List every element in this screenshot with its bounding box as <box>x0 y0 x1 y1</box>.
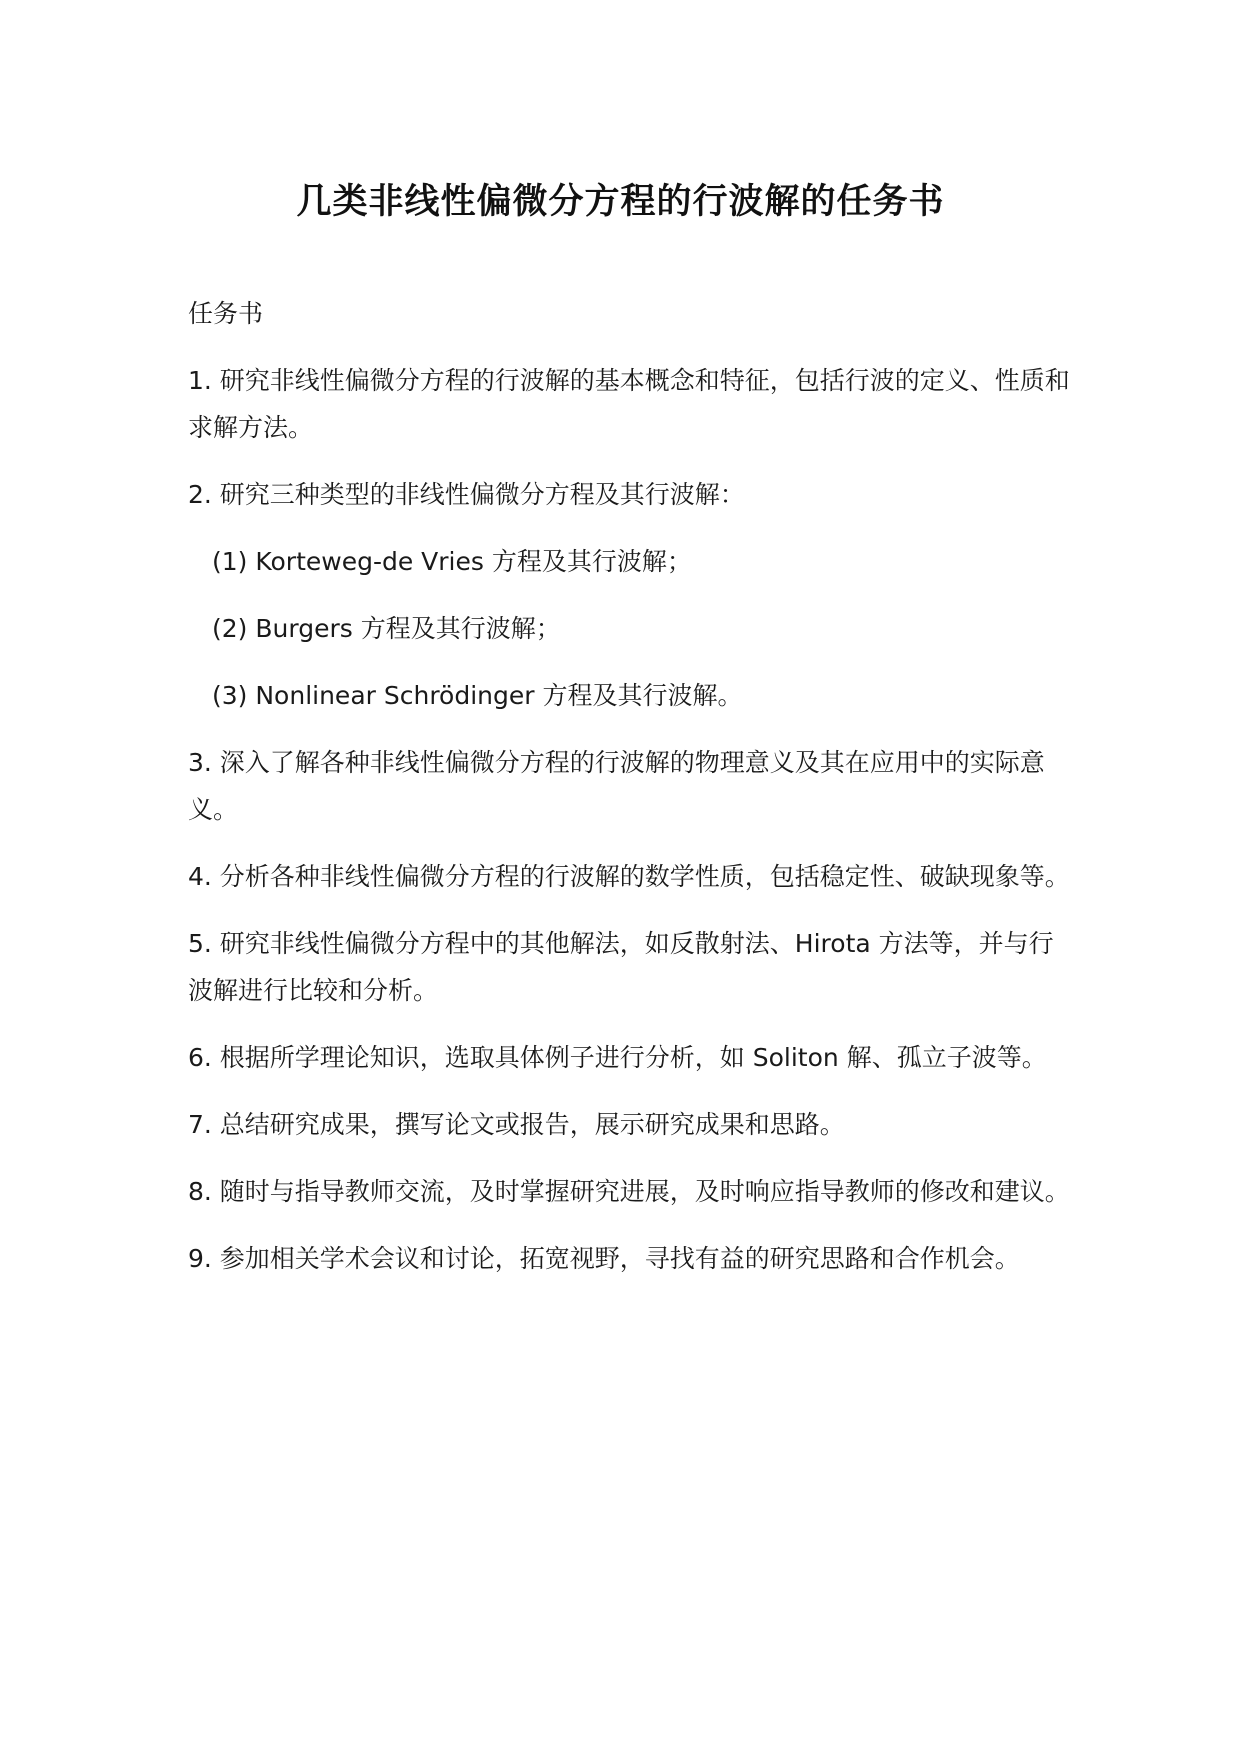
sub-item-2: (2) Burgers 方程及其行波解； <box>212 614 561 643</box>
task-item-9: 9. 参加相关学术会议和讨论，拓宽视野，寻找有益的研究思路和合作机会。 <box>188 1244 1020 1273</box>
task-item-3: 3. 深入了解各种非线性偏微分方程的行波解的物理意义及其在应用中的实际意义。 <box>188 748 1045 824</box>
task-item-6: 6. 根据所学理论知识，选取具体例子进行分析，如 Soliton 解、孤立子波等。 <box>188 1043 1047 1072</box>
sub-item-3: (3) Nonlinear Schrödinger 方程及其行波解。 <box>212 681 743 710</box>
section-label: 任务书 <box>188 299 264 328</box>
sub-item-1: (1) Korteweg-de Vries 方程及其行波解； <box>212 547 692 576</box>
document-title: 几类非线性偏微分方程的行波解的任务书 <box>296 182 945 222</box>
task-item-4: 4. 分析各种非线性偏微分方程的行波解的数学性质，包括稳定性、破缺现象等。 <box>188 862 1070 891</box>
task-item-7: 7. 总结研究成果，撰写论文或报告，展示研究成果和思路。 <box>188 1110 845 1139</box>
document-body <box>188 290 1078 1302</box>
task-item-5: 5. 研究非线性偏微分方程中的其他解法，如反散射法、Hirota 方法等，并与行波解进行比较和分析。 <box>188 929 1054 1005</box>
task-item-2: 2. 研究三种类型的非线性偏微分方程及其行波解： <box>188 480 745 509</box>
task-item-8: 8. 随时与指导教师交流，及时掌握研究进展，及时响应指导教师的修改和建议。 <box>188 1177 1070 1206</box>
task-item-1: 1. 研究非线性偏微分方程的行波解的基本概念和特征，包括行波的定义、性质和求解方法。 <box>188 366 1070 442</box>
